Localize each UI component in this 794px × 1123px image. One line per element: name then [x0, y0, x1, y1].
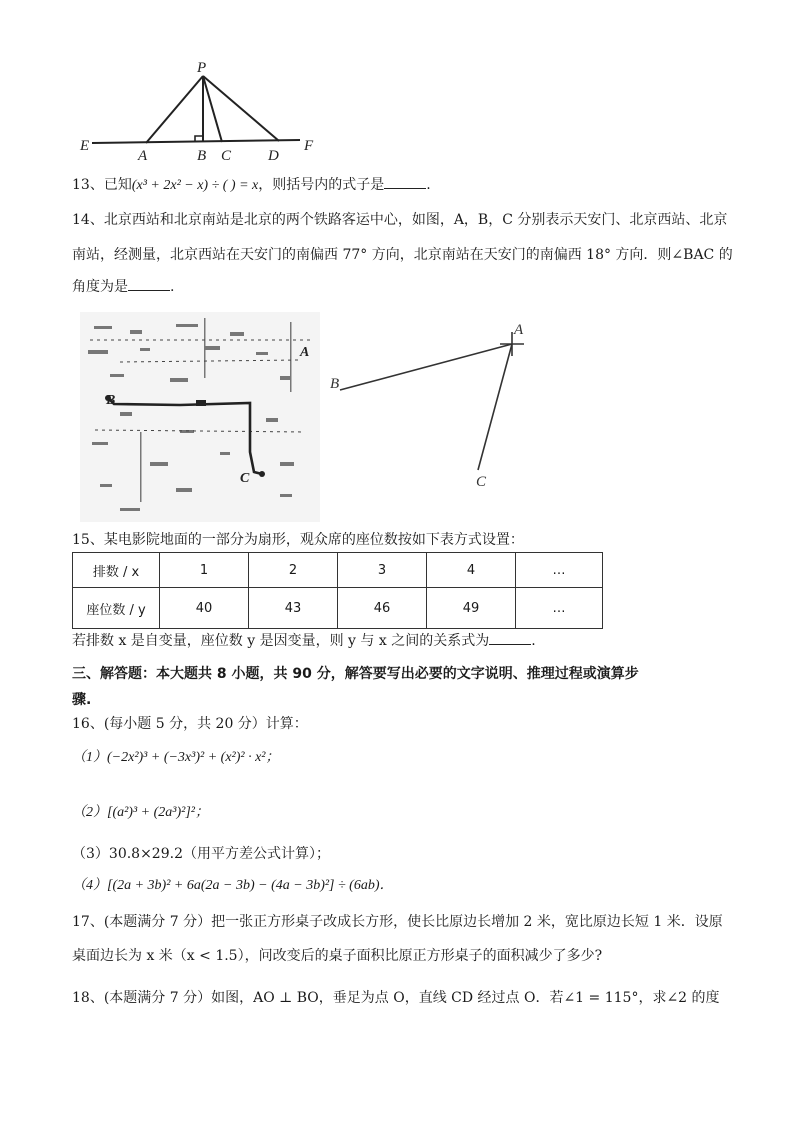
table-header-x: 排数 / x — [73, 553, 160, 588]
q15-answer-blank — [489, 630, 531, 645]
direction-diagram — [326, 318, 536, 498]
ray-ac — [478, 344, 512, 470]
segment-pd — [203, 76, 279, 141]
q14-answer-blank — [128, 276, 170, 291]
diagram-label-a: A — [514, 322, 524, 338]
q15-after-text: 若排数 x 是自变量，座位数 y 是因变量，则 y 与 x 之间的关系式为 — [72, 633, 490, 649]
segment-pa — [146, 76, 203, 143]
question-16-part1: （1）(−2x²)³ + (−3x³)² + (x²)² · x²； — [72, 750, 280, 765]
question-16-title: 16、(每小题 5 分，共 20 分）计算： — [72, 716, 308, 732]
table-cell: 43 — [249, 588, 338, 629]
map-label-b: B — [106, 393, 116, 408]
table-cell: 46 — [338, 588, 427, 629]
map-background — [80, 312, 320, 522]
table-row — [73, 588, 603, 629]
q14-line3-text: 角度为是 — [72, 279, 128, 295]
question-13 — [72, 174, 431, 196]
label-d: D — [268, 148, 279, 164]
q13-expression: (x³ + 2x² − x) ÷ ( ) = x — [131, 178, 259, 193]
question-17-line2: 桌面边长为 x 米（x < 1.5），问改变后的桌子面积比原正方形桌子的面积减少了多少? — [72, 948, 603, 964]
section-3-heading-line2: 骤. — [72, 692, 92, 708]
label-p: P — [197, 60, 207, 76]
diagram-label-c: C — [476, 474, 487, 490]
label-b: B — [197, 148, 207, 164]
table-cell: 49 — [427, 588, 516, 629]
question-17-line1: 17、(本题满分 7 分）把一张正方形桌子改成长方形，使长比原边长增加 2 米，宽比原边长短 1 米．设原 — [72, 914, 723, 930]
diagram-label-b: B — [330, 376, 340, 392]
q13-suffix: ，则括号内的式子是 — [258, 177, 385, 193]
table-cell: 40 — [160, 588, 249, 629]
question-14-line1: 14、北京西站和北京南站是北京的两个铁路客运中心，如图，A，B，C 分别表示天安门、北京西站、北京 — [72, 212, 728, 228]
segment-pc — [203, 76, 222, 142]
map-label-c: C — [240, 471, 250, 486]
triangle-figure — [70, 56, 330, 168]
q13-answer-blank — [384, 174, 426, 189]
q13-prefix: 13、已知 — [72, 177, 132, 193]
table-row — [73, 553, 603, 588]
map-label-a: A — [300, 345, 310, 360]
question-14-line2: 南站，经测量，北京西站在天安门的南偏西 77° 方向，北京南站在天安门的南偏西 18° 方向．则∠BAC 的 — [72, 247, 733, 263]
table-cell: … — [516, 553, 603, 588]
q13-end: . — [426, 177, 431, 193]
section-3-heading-line1: 三、解答题：本大题共 8 小题，共 90 分，解答要写出必要的文字说明、推理过程或演算步 — [72, 666, 639, 682]
question-18-line1: 18、(本题满分 7 分）如图，AO ⊥ BO，垂足为点 O，直线 CD 经过点 O．若∠1 = 115°，求∠2 的度 — [72, 990, 720, 1006]
table-cell: 3 — [338, 553, 427, 588]
question-16-part2: （2）[(a²)³ + (2a³)²]²； — [72, 805, 209, 820]
table-cell: 1 — [160, 553, 249, 588]
question-16-part4: （4）[(2a + 3b)² + 6a(2a − 3b) − (4a − 3b)²] ÷ (6ab)． — [72, 878, 394, 893]
seat-table — [72, 552, 603, 629]
ray-ab — [340, 344, 512, 390]
label-c: C — [221, 148, 232, 164]
label-f: F — [304, 138, 314, 154]
label-a: A — [138, 148, 148, 164]
table-cell: 4 — [427, 553, 516, 588]
table-cell: … — [516, 588, 603, 629]
table-cell: 2 — [249, 553, 338, 588]
beijing-map-figure — [80, 312, 320, 522]
question-16-part3: （3）30.8×29.2（用平方差公式计算）； — [72, 846, 330, 862]
question-14-line3 — [72, 276, 174, 297]
q14-end: . — [170, 279, 175, 295]
question-15-relation — [72, 630, 536, 651]
table-header-y: 座位数 / y — [73, 588, 160, 629]
line-ef — [92, 140, 300, 143]
q15-end: . — [531, 633, 536, 649]
label-e: E — [80, 138, 90, 154]
question-15: 15、某电影院地面的一部分为扇形，观众席的座位数按如下表方式设置： — [72, 532, 524, 548]
